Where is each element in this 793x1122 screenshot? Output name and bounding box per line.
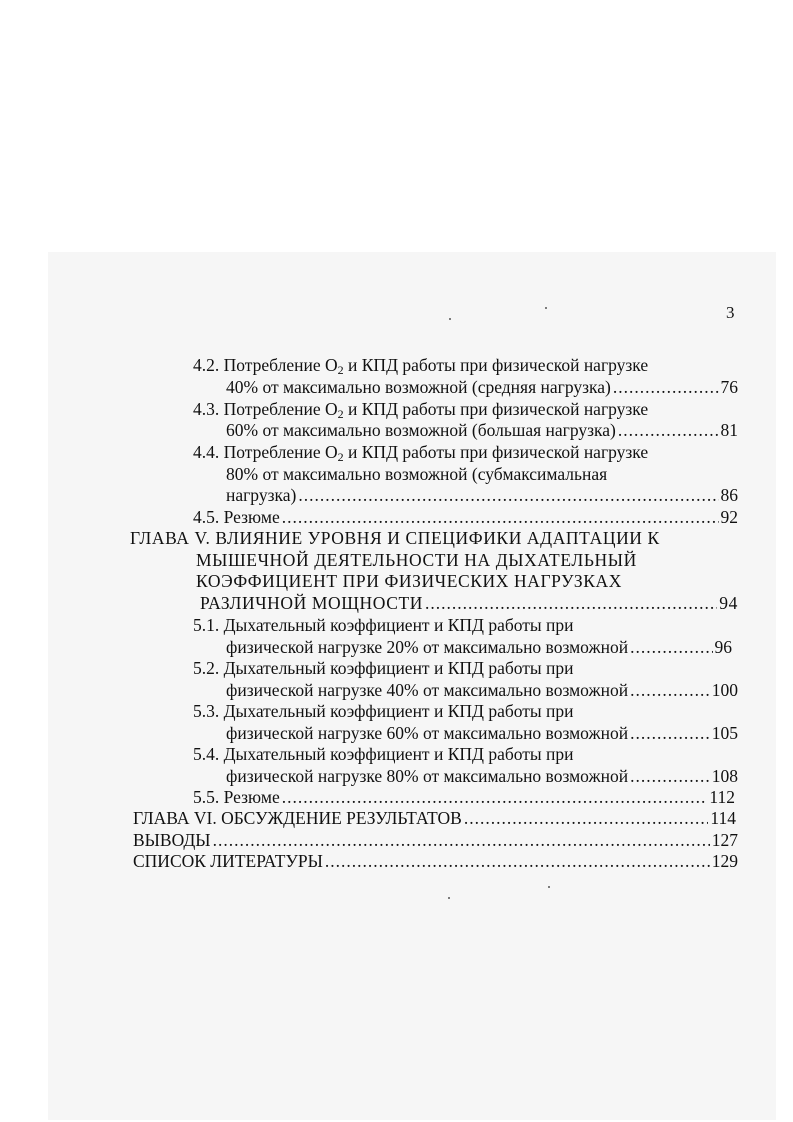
page-ref: 129	[711, 851, 738, 871]
toc-entry-5-2-line1: 5.2. Дыхательный коэффициент и КПД работы при	[193, 658, 574, 678]
toc-entry-5-1-line2: физической нагрузке 20% от максимально возможной ..... 96	[226, 637, 732, 658]
page-ref: 86	[720, 485, 738, 505]
toc-chapter-5-line2: МЫШЕЧНОЙ ДЕЯТЕЛЬНОСТИ НА ДЫХАТЕЛЬНЫЙ	[196, 550, 637, 570]
page-ref: 81	[720, 420, 738, 440]
toc-conclusions: ВЫВОДЫ ..... 127	[133, 830, 738, 851]
page-number: 3	[726, 303, 735, 322]
toc-entry-4-5: 4.5. Резюме ..... 92	[193, 507, 738, 528]
toc-entry-5-5: 5.5. Резюме ..... 112	[193, 787, 735, 808]
toc-entry-4-2-line2: 40% от максимально возможной (средняя нагрузка) ..... 76	[226, 377, 738, 398]
toc-entry-4-4-line2: 80% от максимально возможной (субмаксимальная	[226, 464, 608, 484]
toc-entry-5-3-line1: 5.3. Дыхательный коэффициент и КПД работы при	[193, 701, 574, 721]
toc-chapter-5-line1: ГЛАВА V. ВЛИЯНИЕ УРОВНЯ И СПЕЦИФИКИ АДАПТАЦИИ К	[130, 528, 660, 548]
toc-entry-4-3-line1: 4.3. Потребление $O_2$ и КПД работы при физической нагрузке	[193, 399, 649, 421]
page-ref: 92	[720, 507, 738, 527]
page-ref: 105	[711, 723, 738, 743]
page-ref: 76	[720, 377, 738, 397]
page-ref: 100	[711, 680, 738, 700]
page-ref: 112	[709, 787, 735, 807]
page-ref: 127	[711, 830, 738, 850]
toc-entry-5-4-line1: 5.4. Дыхательный коэффициент и КПД работы при	[193, 744, 574, 764]
toc-entry-4-2-line1: 4.2. Потребление $O_2$ и КПД работы при физической нагрузке	[193, 355, 649, 377]
toc-entry-4-4-line1: 4.4. Потребление $O_2$ и КПД работы при физической нагрузке	[193, 442, 649, 464]
toc-chapter-5-line4: РАЗЛИЧНОЙ МОЩНОСТИ ..... 94	[200, 593, 738, 614]
toc-entry-5-1-line1: 5.1. Дыхательный коэффициент и КПД работы при	[193, 615, 574, 635]
page-ref: 96	[714, 637, 732, 657]
page-ref: 108	[711, 766, 738, 786]
toc-entry-4-3-line2: 60% от максимально возможной (большая нагрузка) ..... 81	[226, 420, 738, 441]
toc-references: СПИСОК ЛИТЕРАТУРЫ ..... 129	[133, 851, 738, 872]
toc-entry-4-4-line3: нагрузка) ..... 86	[226, 485, 738, 506]
toc-chapter-6: ГЛАВА VI. ОБСУЖДЕНИЕ РЕЗУЛЬТАТОВ ..... 114	[133, 808, 736, 829]
toc-entry-5-2-line2: физической нагрузке 40% от максимально возможной ..... 100	[226, 680, 738, 701]
toc-chapter-5-line3: КОЭФФИЦИЕНТ ПРИ ФИЗИЧЕСКИХ НАГРУЗКАХ	[196, 571, 622, 591]
page-ref: 94	[719, 593, 738, 613]
toc-entry-5-4-line2: физической нагрузке 80% от максимально возможной ..... 108	[226, 766, 738, 787]
toc-entry-5-3-line2: физической нагрузке 60% от максимально возможной ..... 105	[226, 723, 738, 744]
page-ref: 114	[710, 808, 736, 828]
